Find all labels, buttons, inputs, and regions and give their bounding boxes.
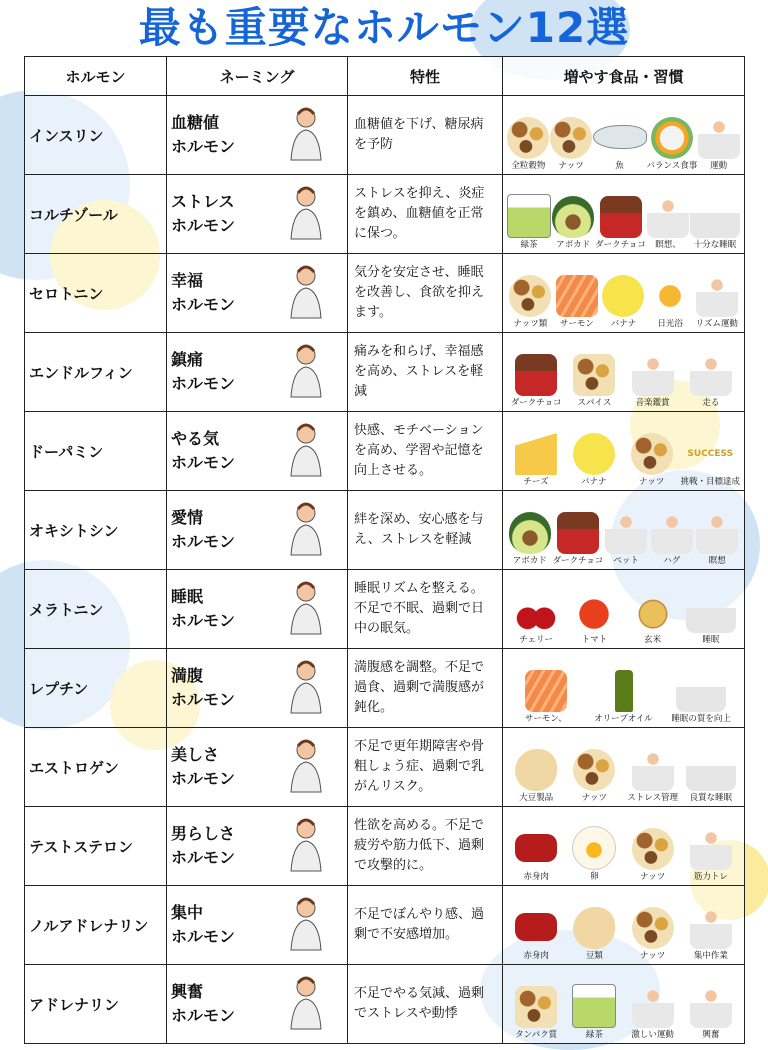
- food-label: 筋力トレ: [693, 872, 728, 882]
- food-item: [507, 913, 565, 962]
- green-tea-icon: [507, 194, 551, 238]
- food-label: 興奮: [702, 1030, 720, 1040]
- soybean-icon: [515, 749, 557, 791]
- food-item: [507, 194, 551, 251]
- naming-line: ホルモン: [171, 690, 236, 709]
- food-label: 音楽鑑賞: [635, 398, 670, 408]
- food-item: [624, 828, 682, 883]
- sleeping-icon: [690, 196, 740, 238]
- trait-text: ストレスを抑え、炎症を鎮め、血糖値を正常に保つ。: [348, 175, 503, 254]
- sleeping-icon: [686, 749, 736, 791]
- food-item: [507, 749, 565, 804]
- cherry-icon: [515, 591, 557, 633]
- trait-text: 不足でやる気減、過剰でストレスや動悸: [348, 965, 503, 1044]
- table-row: [25, 886, 745, 965]
- food-item: [624, 749, 682, 804]
- sunbathing-icon: [649, 275, 691, 317]
- food-label: スパイス: [577, 398, 612, 408]
- salmon-icon: [525, 670, 567, 712]
- food-item: [624, 986, 682, 1041]
- foods-cell: [503, 649, 745, 728]
- strength-training-icon: [690, 828, 732, 870]
- food-item: [595, 196, 646, 251]
- header-hormone: ホルモン: [25, 57, 167, 96]
- beans-icon: [573, 907, 615, 949]
- hormone-name: メラトニン: [25, 570, 167, 649]
- food-label: 赤身肉: [523, 872, 549, 882]
- header-foods: 増やす食品・習慣: [503, 57, 745, 96]
- naming-line: 愛情: [171, 508, 204, 527]
- table-header-row: [25, 57, 745, 96]
- food-item: [507, 591, 565, 646]
- food-item: [682, 354, 740, 409]
- food-label: ダークチョコ: [595, 240, 646, 250]
- food-item: [565, 826, 623, 883]
- food-label: ナッツ: [639, 872, 666, 882]
- food-label: 運動: [710, 161, 728, 171]
- food-label: 緑茶: [520, 240, 538, 250]
- naming-line: 興奮: [171, 982, 204, 1001]
- nuts-icon: [632, 828, 674, 870]
- naming-line: ホルモン: [171, 1006, 236, 1025]
- trait-text: 痛みを和らげ、幸福感を高め、ストレスを軽減: [348, 333, 503, 412]
- table-row: [25, 965, 745, 1044]
- food-item: [603, 512, 649, 567]
- food-label: 日光浴: [657, 319, 683, 329]
- food-label: ストレス管理: [627, 793, 678, 803]
- sleeping-icon: [676, 670, 726, 712]
- food-item: [565, 749, 623, 804]
- food-label: 瞑想、: [655, 240, 681, 250]
- food-label: バナナ: [580, 477, 607, 487]
- hormone-name: セロトニン: [25, 254, 167, 333]
- table-row: [25, 96, 745, 175]
- table-row: [25, 175, 745, 254]
- food-label: 大豆製品: [519, 793, 554, 803]
- naming-line: ホルモン: [171, 769, 236, 788]
- naming-line: 睡眠: [171, 587, 204, 606]
- hormone-name: テストステロン: [25, 807, 167, 886]
- naming-line: 男らしさ: [171, 824, 236, 843]
- food-label: バナナ: [610, 319, 637, 329]
- table-row: [25, 412, 745, 491]
- stress-relief-icon: [632, 749, 674, 791]
- tomato-icon: [573, 591, 615, 633]
- food-label: サーモン、: [524, 714, 567, 724]
- food-label: 全粒穀物: [511, 161, 546, 171]
- trait-text: 血糖値を下げ、糖尿病を予防: [348, 96, 503, 175]
- food-item: [553, 512, 604, 567]
- food-item: [507, 275, 554, 330]
- naming-cell: [167, 175, 348, 254]
- naming-cell: [167, 254, 348, 333]
- chocolate-icon: [515, 354, 557, 396]
- header-naming: ネーミング: [167, 57, 348, 96]
- food-item: [507, 670, 585, 725]
- naming-line: ストレス: [171, 192, 235, 211]
- foods-cell: [503, 570, 745, 649]
- trait-text: 不足でぼんやり感、過剰で不安感増加。: [348, 886, 503, 965]
- food-label: チェリー: [519, 635, 553, 645]
- food-label: 睡眠の質を向上: [671, 714, 731, 724]
- food-label: ナッツ: [639, 951, 666, 961]
- nuts-icon: [509, 275, 551, 317]
- exercise-icon: [696, 275, 738, 317]
- foods-cell: [503, 491, 745, 570]
- food-label: サーモン: [559, 319, 594, 329]
- naming-line: 満腹: [171, 666, 204, 685]
- salmon-icon: [556, 275, 598, 317]
- table-row: [25, 649, 745, 728]
- food-item: [507, 512, 553, 567]
- trait-text: 満腹感を調整。不足で過食、過剰で満腹感が鈍化。: [348, 649, 503, 728]
- food-label: 瞑想: [708, 556, 726, 566]
- trait-text: 絆を深め、安心感を与え、ストレスを軽減: [348, 491, 503, 570]
- naming-line: やる気: [171, 429, 220, 448]
- food-item: [565, 433, 623, 488]
- success-icon: [684, 433, 736, 475]
- egg-icon: [572, 826, 616, 870]
- nuts-icon: [632, 907, 674, 949]
- table-row: [25, 570, 745, 649]
- page-title: 最も重要なホルモン12選: [138, 3, 630, 52]
- sleeping-icon: [686, 591, 736, 633]
- naming-cell: [167, 728, 348, 807]
- food-label: トマト: [581, 635, 608, 645]
- table-row: [25, 254, 745, 333]
- naming-line: ホルモン: [171, 532, 236, 551]
- food-item: [682, 986, 740, 1041]
- food-label: 挑戦・目標達成: [680, 477, 740, 487]
- naming-cell: [167, 412, 348, 491]
- table-row: [25, 807, 745, 886]
- food-item: [647, 117, 698, 172]
- food-item: [565, 907, 623, 962]
- food-item: [565, 591, 623, 646]
- pet-icon: [605, 512, 647, 554]
- food-item: [680, 433, 740, 488]
- food-label: ナッツ: [558, 161, 584, 171]
- nuts-icon: [550, 117, 592, 159]
- food-item: [550, 117, 593, 172]
- foods-cell: [503, 412, 745, 491]
- hormone-name: ノルアドレナリン: [25, 886, 167, 965]
- food-item: [565, 984, 623, 1041]
- plate-icon: [651, 117, 693, 159]
- food-label: 卵: [590, 872, 599, 882]
- naming-line: ホルモン: [171, 453, 236, 472]
- naming-line: 鎮痛: [171, 350, 204, 369]
- food-item: [682, 907, 740, 962]
- table-row: [25, 491, 745, 570]
- brown-rice-icon: [632, 591, 674, 633]
- naming-line: 美しさ: [171, 745, 220, 764]
- naming-line: ホルモン: [171, 611, 236, 630]
- nuts-icon: [631, 433, 673, 475]
- green-tea-icon: [572, 984, 616, 1028]
- food-item: [693, 275, 740, 330]
- food-item: [551, 196, 595, 251]
- trait-text: 快感、モチベーションを高め、学習や記憶を向上させる。: [348, 412, 503, 491]
- trait-text: 不足で更年期障害や骨粗しょう症、過剰で乳がんリスク。: [348, 728, 503, 807]
- excited-person-icon: [690, 986, 732, 1028]
- foods-cell: [503, 886, 745, 965]
- food-item: [600, 275, 647, 330]
- food-item: [690, 196, 740, 251]
- foods-cell: [503, 965, 745, 1044]
- foods-cell: [503, 96, 745, 175]
- hormone-name: インスリン: [25, 96, 167, 175]
- food-label: 激しい運動: [631, 1030, 674, 1040]
- food-item: [623, 433, 681, 488]
- food-label: 十分な睡眠: [693, 240, 737, 250]
- naming-cell: [167, 807, 348, 886]
- food-label: オリーブオイル: [594, 714, 653, 724]
- hormone-name: オキシトシン: [25, 491, 167, 570]
- food-item: [647, 275, 694, 330]
- food-item: [624, 591, 682, 646]
- food-label: タンパク質: [515, 1030, 558, 1040]
- running-person-icon: [698, 117, 740, 159]
- naming-line: ホルモン: [171, 374, 236, 393]
- desk-work-icon: [690, 907, 732, 949]
- hormone-table: [24, 56, 745, 1044]
- food-item: [697, 117, 740, 172]
- food-item: [624, 907, 682, 962]
- naming-cell: [167, 886, 348, 965]
- naming-line: ホルモン: [171, 927, 236, 946]
- hormone-name: ドーパミン: [25, 412, 167, 491]
- food-label: 睡眠: [702, 635, 720, 645]
- hormone-name: エストロゲン: [25, 728, 167, 807]
- food-label: アボカド: [556, 240, 591, 250]
- table-row: [25, 333, 745, 412]
- food-label: 緑茶: [585, 1030, 603, 1040]
- foods-cell: [503, 254, 745, 333]
- table-row: [25, 728, 745, 807]
- food-label: ペット: [613, 556, 639, 566]
- avocado-icon: [509, 512, 551, 554]
- food-item: [682, 828, 740, 883]
- food-item: [682, 749, 740, 804]
- protein-icon: [515, 986, 557, 1028]
- spices-icon: [573, 354, 615, 396]
- naming-cell: [167, 649, 348, 728]
- food-item: [593, 125, 647, 172]
- olive-oil-icon: [615, 670, 633, 712]
- cheese-icon: [515, 433, 557, 475]
- foods-cell: [503, 175, 745, 254]
- food-item: [624, 354, 682, 409]
- red-meat-icon: [515, 913, 557, 941]
- food-label: ナッツ類: [513, 319, 548, 329]
- food-label: ダークチョコ: [552, 556, 604, 566]
- banana-icon: [602, 275, 644, 317]
- foods-cell: [503, 807, 745, 886]
- food-label: ナッツ: [581, 793, 608, 803]
- food-item: [565, 354, 623, 409]
- music-icon: [632, 354, 674, 396]
- food-label: 集中作業: [693, 951, 728, 961]
- naming-line: 血糖値: [171, 113, 220, 132]
- food-label: ナッツ: [638, 477, 665, 487]
- chocolate-icon: [557, 512, 599, 554]
- food-item: [507, 986, 565, 1041]
- fish-icon: [593, 125, 647, 149]
- naming-cell: [167, 965, 348, 1044]
- foods-cell: [503, 728, 745, 807]
- header-trait: 特性: [348, 57, 503, 96]
- food-item: [507, 433, 565, 488]
- chocolate-icon: [600, 196, 642, 238]
- food-label: バランス食事: [646, 161, 698, 171]
- naming-line: 幸福: [171, 271, 204, 290]
- grains-icon: [507, 117, 549, 159]
- food-item: [682, 591, 740, 646]
- success-text: SUCCESS: [687, 449, 734, 459]
- food-label: 赤身肉: [523, 951, 549, 961]
- hormone-name: コルチゾール: [25, 175, 167, 254]
- naming-line: ホルモン: [171, 848, 236, 867]
- food-label: 良質な睡眠: [689, 793, 733, 803]
- naming-cell: [167, 333, 348, 412]
- food-item: [585, 670, 663, 725]
- food-label: リズム運動: [695, 319, 738, 329]
- red-meat-icon: [515, 834, 557, 862]
- hug-icon: [651, 512, 693, 554]
- food-label: チーズ: [523, 477, 549, 487]
- food-label: アボカド: [512, 556, 547, 566]
- food-label: 豆類: [585, 951, 603, 961]
- food-label: 魚: [615, 161, 624, 171]
- nuts-icon: [573, 749, 615, 791]
- naming-line: 集中: [171, 903, 204, 922]
- naming-cell: [167, 491, 348, 570]
- food-label: ダークチョコ: [510, 398, 562, 408]
- trait-text: 睡眠リズムを整える。不足で不眠、過剰で日中の眠気。: [348, 570, 503, 649]
- avocado-icon: [552, 196, 594, 238]
- food-item: [662, 670, 740, 725]
- trait-text: 性欲を高める。不足で疲労や筋力低下、過剰で攻撃的に。: [348, 807, 503, 886]
- food-label: 玄米: [644, 635, 662, 645]
- meditation-icon: [696, 512, 738, 554]
- running-person-icon: [690, 354, 732, 396]
- food-item: [507, 117, 550, 172]
- workout-icon: [632, 986, 674, 1028]
- meditation-icon: [647, 196, 689, 238]
- food-label: ハグ: [663, 556, 681, 566]
- food-label: 走る: [702, 398, 720, 408]
- trait-text: 気分を安定させ、睡眠を改善し、食欲を抑えます。: [348, 254, 503, 333]
- naming-line: ホルモン: [171, 137, 236, 156]
- naming-cell: [167, 96, 348, 175]
- food-item: [554, 275, 601, 330]
- naming-line: ホルモン: [171, 295, 236, 314]
- naming-cell: [167, 570, 348, 649]
- food-item: [649, 512, 695, 567]
- food-item: [646, 196, 690, 251]
- banana-icon: [573, 433, 615, 475]
- hormone-name: アドレナリン: [25, 965, 167, 1044]
- hormone-name: エンドルフィン: [25, 333, 167, 412]
- food-item: [507, 354, 565, 409]
- naming-line: ホルモン: [171, 216, 236, 235]
- foods-cell: [503, 333, 745, 412]
- hormone-name: レプチン: [25, 649, 167, 728]
- food-item: [694, 512, 740, 567]
- food-item: [507, 834, 565, 883]
